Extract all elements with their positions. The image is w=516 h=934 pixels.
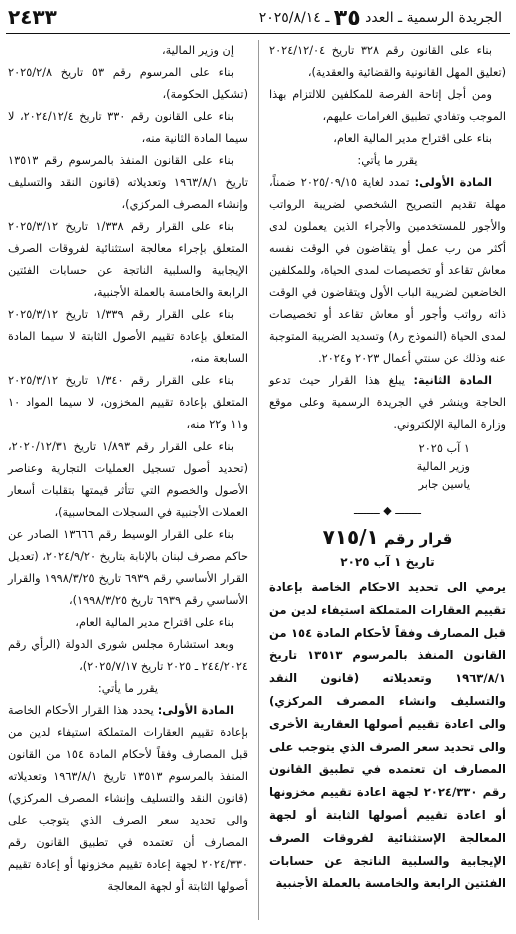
- preamble-paragraph: بناء على القانون رقم ٣٣٠ تاريخ ٢٠٢٤/١٢/٤، لا سيما المادة الثانية منه،: [8, 110, 248, 145]
- preamble-paragraph: وبعد استشارة مجلس شورى الدولة (الرأي رقم ٢٤٤/٢٠٢٤ ـ ٢٠٢٥ تاريخ ٢٠٢٥/٧/١٧)،: [8, 638, 248, 673]
- article-1-label: المادة الأولى:: [157, 704, 234, 717]
- preamble-paragraph: إن وزير المالية،: [161, 44, 234, 57]
- preamble-paragraph: بناء على اقتراح مدير المالية العام،: [75, 616, 234, 629]
- decision-summary: يرمي الى تحديد الاحكام الخاصة بإعادة تقييم العقارات المتملكة استيفاء لدين من قبل المصارف وفقاً لأحكام المادة ١٥٤ من القانون المنفذ بالمرسوم ١٣٥١٣ تاريخ ١٩٦٣/٨/١ وتعديلاته (قانون النقد والتسليف وانشاء المصرف المركزي) والى اعادة تقييم أصولها العقارية الأخرى والى تحديد سعر الصرف الذي يتوجب على المصارف ان تعتمده في تطبيق القانون رقم ٢٠٢٤/٣٣٠ لجهة اعادة تقييم مخزونها أو اعادة تقييم أصولها الثابتة أو لجهة المعالجة الإستثنائية لفروقات الصرف الإيجابية والسلبية الناتجة عن حسابات الفئتين الرابعة والخامسة بالعملة الأجنبية: [269, 580, 506, 891]
- page-number: ٢٤٣٣: [8, 5, 57, 29]
- header-issue-line: [259, 6, 502, 31]
- article-1-text: تمدد لغاية ٢٠٢٥/٠٩/١٥ ضمناً، مهلة تقديم التصريح الشخصي لضريبة الرواتب والأجور للمستخدمين والأجراء الذين يعملون لدى أكثر من رب عمل أو يتقاضون في الوقت نفسه معاش تقاعد أو تخصيصات لمدى الحياة، وللمكلفين الخاضعين لضريبة الباب الأول ويتقاضون في الوقت ذاته رواتب وأجور أو معاش تقاعد أو تخصيصات لمدى الحياة (النموذج ر٨) وتسديد الضريبة المتوجبة عنه وذلك عن سنتي أعمال ٢٠٢٣ و٢٠٢٤.: [269, 176, 507, 365]
- decision-date: تاريخ ١ آب ٢٠٢٥: [340, 555, 435, 569]
- section-separator: ــــــــ ◆ ــــــــ: [353, 504, 421, 517]
- decision-title: [269, 524, 506, 552]
- article-1-text: يحدد هذا القرار الأحكام الخاصة بإعادة تقييم العقارات المتملكة استيفاء لدين من قبل المصارف وفقاً لأحكام المادة ١٥٤ من القانون المنفذ بالمرسوم ١٣٥١٣ تاريخ ١٩٦٣/٨/١ وتعديلاته (قانون النقد والتسليف وإنشاء المصرف المركزي) والى تحديد سعر الصرف الذي يتوجب على المصارف أن تعتمده في تطبيق القانون رقم ٢٠٢٤/٣٣٠ لجهة إعادة تقييم مخزونها أو إعادة تقييم أصولها الثابتة أو لجهة المعالجة: [8, 704, 249, 893]
- decides-heading: يقرر ما يأتي:: [357, 154, 418, 167]
- preamble-paragraph: بناء على القرار رقم ١/٣٤٠ تاريخ ٢٠٢٥/٣/١٢ المتعلق بإعادة تقييم المخزون، لا سيما المواد ١٠ و١١ و٢٢ منه،: [8, 374, 248, 431]
- decides-heading: يقرر ما يأتي:: [97, 682, 159, 695]
- header-rule: [6, 33, 510, 34]
- preamble-paragraph: بناء على القرار رقم ١/٨٩٣ تاريخ ٢٠٢٠/١٢/٣١، (تحديد أصول تسجيل العمليات التجارية وعناصر الأصول والخصوم التي تتأثر قيمتها بتقلبات أسعار العملات الأجنبية في السجلات المحاسبية)،: [8, 440, 248, 519]
- preamble-paragraph: بناء على القرار رقم ١/٣٣٨ تاريخ ٢٠٢٥/٣/١٢ المتعلق بإجراء معالجة استثنائية لفروقات الصرف الإيجابية والسلبية الناتجة عن حسابات الفئتين الرابعة والخامسة بالعملة الأجنبية،: [8, 220, 248, 299]
- gazette-title: الجريدة الرسمية ـ العدد: [365, 10, 502, 26]
- article-2: [269, 370, 506, 436]
- signature-name: ياسين جابر: [418, 478, 470, 491]
- article-2-text: يبلغ هذا القرار حيث تدعو الحاجة وينشر في الجريدة الرسمية وعلى موقع وزارة المالية الإلكتروني.: [269, 374, 506, 431]
- signature-block: [269, 440, 506, 494]
- article-1-label: المادة الأولى:: [414, 176, 493, 189]
- preamble-paragraph: بناء على المرسوم رقم ٥٣ تاريخ ٢٠٢٥/٢/٨ (تشكيل الحكومة)،: [8, 66, 248, 101]
- preamble-paragraph: بناء على القرار رقم ١/٣٣٩ تاريخ ٢٠٢٥/٣/١٢ المتعلق بإعادة تقييم الأصول الثابتة لا سيما المادة السابعة منه،: [8, 308, 248, 365]
- column-divider: [258, 40, 259, 920]
- preamble-paragraph: بناء على القانون المنفذ بالمرسوم رقم ١٣٥١٣ تاريخ ١٩٦٣/٨/١ وتعديلاته (قانون النقد والتسليف وإنشاء المصرف المركزي)،: [8, 154, 248, 211]
- signature-date: ١ آب ٢٠٢٥: [418, 442, 470, 455]
- preamble-paragraph: ومن أجل إتاحة الفرصة للمكلفين للالتزام بهذا الموجب وتفادي تطبيق الغرامات عليهم،: [269, 88, 506, 123]
- signature-title: وزير المالية: [416, 460, 470, 473]
- decision-title-label: قرار رقم: [384, 530, 453, 548]
- article-2-label: المادة الثانية:: [413, 374, 492, 387]
- right-column: [269, 40, 506, 895]
- left-column: [8, 40, 248, 898]
- preamble-paragraph: بناء على القرار الوسيط رقم ١٣٦٦٦ الصادر عن حاكم مصرف لبنان بالإنابة بتاريخ ٢٠٢٤/٩/٢٠، (تعديل القرار الأساسي رقم ٦٩٣٩ تاريخ ١٩٩٨/٣/٢٥ والقرار الأساسي رقم ٦٩٣٩ تاريخ ١٩٩٨/٣/٢٥)،: [8, 528, 248, 607]
- article-1: [8, 700, 248, 898]
- preamble-paragraph: بناء على اقتراح مدير المالية العام،: [333, 132, 492, 145]
- article-1: [269, 172, 506, 370]
- issue-date: ـ ٢٠٢٥/٨/١٤: [258, 10, 330, 26]
- issue-number: ٣٥: [333, 6, 361, 31]
- decision-number: ٧١٥/١: [322, 525, 379, 549]
- preamble-paragraph: بناء على القانون رقم ٣٢٨ تاريخ ٢٠٢٤/١٢/٠٤ (تعليق المهل القانونية والقضائية والعقدية)،: [269, 44, 506, 79]
- page-header: [0, 0, 516, 34]
